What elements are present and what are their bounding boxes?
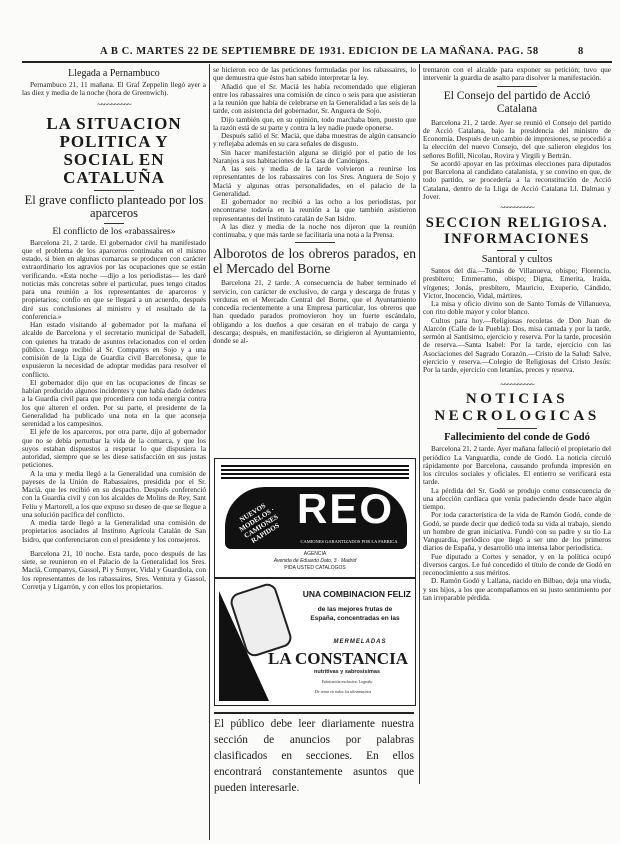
paragraph: Barcelona 21, 2 tarde. El gobernador civil ha manifestado que el problema de los aparceros continuaba en el mismo estado, si bien en algunas comarcas se producen con carácter extraordinario los agravios por las ocupaciones que se están verificando. «Esta noche —dijo a los periodistas— les daré noticias más concretas sobre el particular, pues tengo citados para una reunión a los representantes de aparceros y propietarios; confío en que se llegará a un acuerdo, después diré sus conclusiones al ministro y el resultado de la conferencia.» — [22, 237, 206, 321]
paragraph: trentaron con el alcalde para exponer su petición; tuvo que intervenir la guardia de asalto para disolver la manifestación. — [423, 66, 611, 83]
ad-brand: REO — [297, 485, 395, 532]
paragraph: La pérdida del Sr. Godó se produjo como consecuencia de una afección cardíaca que venía padeciendo desde hace algún tiempo. — [423, 485, 611, 511]
rule — [295, 242, 335, 243]
ad-text: De venta en todos los ultramarinos — [314, 689, 372, 694]
paragraph: A las seis y media de la tarde volvieron a reunirse los representantes de los rabassaires con los Sres. Anguera de Sojo y Maciá y algunas otras personalidades, en el palacio de la Generalidad. — [213, 164, 416, 198]
ad-brand: LA CONSTANCIA — [268, 649, 408, 668]
paragraph: Han estado visitando al gobernador por la mañana el alcalde de Barcelona y el secretario municipal de Sabadell, con quienes ha tratado de asuntos relacionados con el orden público. Luego recibió al Sr. Companys en Sojo y a una comisión de la Liga de Guardia civil Barcelonesa, que le expusieron la necesidad de adoptar medidas para resolver el conflicto. — [22, 320, 206, 379]
rule — [104, 223, 124, 224]
ad-line: PIDA USTED CATALOGOS — [284, 565, 346, 571]
brief-title: Llegada a Pernambuco — [68, 68, 160, 79]
paragraph: Barcelona 21, 10 noche. Esta tarde, poco después de las siete, se reunieron en el Palacio de la Generalidad los Sres. Maciá, Companys, Gassol, Pi y Sunyer, Vidal y Guardiola, con los representantes de los rabassaires, Sres. Ventura y Gassol, Corretja y Ligarrón, y con ellos los propietarios. — [22, 548, 206, 591]
santoral-title: Santoral y cultos — [481, 254, 553, 265]
paragraph: Después salió el Sr. Maciá, que daba muestras de algún cansancio y reflejaba además en su cara señales de disgusto. — [213, 131, 416, 149]
paragraph: Se acordó apoyar en las próximas elecciones para diputados por Barcelona al candidato catalanista, y se convino en que, de todo partido, se procedería a la reconstitución de Acció Catalana, dentro de la Lliga de Acció Catalana Ll. Dalmau y Jover. — [423, 158, 611, 201]
paragraph: Por toda característica de la vida de Ramón Godó, conde de Godó, se puede decir que dedicó toda su vida al trabajo, siendo un hombre de gran iniciativa. Fundó con su padre y su tío La Vanguardia, periódico que llegó a ser uno de los primeros diarios de España, y desarrolló una intensa labor periodística. — [423, 510, 611, 553]
column-2-top — [213, 66, 416, 451]
paragraph: El gobernador dijo que en las ocupaciones de fincas se habían producido algunos incidentes y que había dado órdenes a la Guardia civil para que procediera con toda energía contra los que alteren el orden. Por su parte, el presidente de la Generalidad ha publicado una nota en la que aconseja serenidad a los campesinos. — [22, 377, 206, 428]
ad-text: de las mejores frutas de España, concentradas en las — [310, 606, 400, 622]
column-divider-2 — [419, 64, 420, 784]
paragraph: A media tarde llegó a la Generalidad una comisión de propietarios asociados al Instituto Agrícola Catalán de San Isidro, que conferenciaron con el presidente y los consejeros. — [22, 518, 206, 544]
column-1 — [22, 66, 206, 842]
ad-product: MERMELADAS — [333, 639, 387, 645]
masthead: A B C. MARTES 22 DE SEPTIEMBRE DE 1931. EDICION DE LA MAÑANA. PAG. 58 — [100, 46, 539, 57]
ad-line: AGENCIA — [303, 551, 327, 557]
paragraph: Barcelona 21, 2 tarde. Ayer se reunió el Consejo del partido de Acció Catalana, bajo la presidencia del ministro de Economía. Después de un cambio de impresiones, se procedió a la elección del nuevo Consejo, del que salieron elegidos los señores Bofill, Nicolau, Rovira y Virgili y Bertrán. — [423, 117, 611, 160]
ad-tagline: UNA COMBINACION FELIZ — [302, 589, 411, 599]
paragraph: A las diez y media de la noche nos dijeron que la reunión continuaba, y que más tarde se facilitaría una nota a la Prensa. — [213, 221, 416, 239]
rule — [94, 190, 134, 191]
page-mark: 8 — [578, 46, 584, 57]
rule — [497, 86, 537, 87]
riot-headline: Alborotos de los obreros parados, en el Mercado del Borne — [213, 246, 416, 277]
rule — [214, 712, 414, 714]
ornament-divider: ~~~~~~~~~~ — [500, 203, 534, 212]
subheadline: El grave conflicto planteado por los aparceros — [24, 192, 204, 220]
paragraph: Fue diputado a Cortes y senador, y en la política ocupó diversos cargos. Le fué concedido el título de conde de Godó en reconocimiento a sus méritos. — [423, 551, 611, 577]
paragraph: Barcelona 21, 2 tarde. A consecuencia de haber terminado el servicio, con carácter de exclusivo, de carga y descarga de frutas y verduras en el Mercado Central del Borne, que el Ayuntamiento concedía recientemente a una Empresa particular, los obreros que han quedado parados promovieron hoy un fuerte escándalo, obligando a los dueños a que cesaran en el trabajo de carga y descarga; después, en manifestación, se dirigieron al Ayuntamiento, donde se al- — [213, 278, 416, 345]
paragraph: El gobernador no recibió a las ocho a los periodistas, por encontrarse todavía en la reunión a la que también asistieron representantes del Instituto catalán de San Isidro. — [213, 197, 416, 223]
paragraph: La misa y oficio divino son de Santo Tomás de Villanueva, con rito doble mayor y color blanco. — [423, 299, 611, 317]
paragraph: D. Ramón Godó y Lallana, nacido en Bilbao, deja una viuda, y sus hijos, a los que acompañamos en su justo sentimiento por tan irreparable pérdida. — [423, 576, 611, 602]
section-title: El conflicto de los «rabassaires» — [52, 226, 176, 237]
ad-line: CAMIONES GARANTIZADOS POR LA FABRICA — [300, 539, 398, 544]
la-constancia-advertisement[interactable] — [214, 578, 416, 706]
consejo-headline: El Consejo del partido de Acció Catalana — [443, 89, 591, 115]
column-divider-1 — [209, 64, 210, 840]
rule — [497, 428, 537, 429]
paragraph: Barcelona 21, 2 tarde. Ayer mañana falleció el propietario del periódico La Vanguardia, conde de Godó. La noticia circuló rápidamente por Barcelona, causando profunda impresión en los círculos sociales y oficiales. El entierro se verificará esta tarde. — [423, 444, 611, 487]
obituary-section-title: NOTICIAS NECROLOGICAS — [434, 391, 600, 425]
classified-ads-notice: El público debe leer diariamente nuestra sección de anuncios por palabras clasificados en secciones. En ellos encontrará constantemente asuntos que pueden interesarle. — [214, 718, 414, 794]
paragraph: Cultos para hoy.—Religiosas recoletas de Don Juan de Alarcón (Calle de la Puebla): Dos, misa cantada y por la tarde, sermón al Santísimo, ejercicio y reserva. Por la tarde, procesión de reserva.—Santa Isabel: Por la tarde, ejercicio con las Asociaciones del Sagrado Corazón.—Cristo de la Salud: Salve, ejercicio y reserva.—Colegio de Religiosas del Cristo Jesús: Por la tarde, ejercicio con letanías, preces y reserva. — [423, 315, 611, 374]
paragraph: se hicieron eco de las peticiones formuladas por los rabassaires, lo que demuestra que éstos han sabido interpretar la ley. — [213, 66, 416, 83]
column-3 — [423, 66, 611, 842]
paragraph: Sin hacer manifestación alguna se dirigió por el patio de los Naranjos a sus habitaciones de la Casa de Canónigos. — [213, 147, 416, 165]
main-headline: LA SITUACION POLITICA Y SOCIAL EN CATALUÑA — [46, 113, 182, 187]
ornament-divider: ~~~~~~~~~~ — [97, 99, 131, 109]
ornament-divider: ~~~~~~~~~~ — [500, 380, 534, 390]
ad-text: nutritivas y sabrosísimas — [313, 669, 381, 675]
paragraph: Dijo también que, en su opinión, todo marchaba bien, puesto que la razón está de su parte y contra la ley nadie puede oponerse. — [213, 114, 416, 132]
paragraph: A la una y media llegó a la Generalidad una comisión de payeses de la Unión de Rabassaires, presidida por el Sr. Maciá, que les recibió en su despacho. Después conferenció con la Guardia civil y con los alcaldes de Molins de Rey, Sant Feliu y Martorell, a los que expuso su deseo de que se llegue a una solución pacífica del conflicto. — [22, 468, 206, 519]
reo-truck-advertisement[interactable] — [214, 458, 416, 578]
ad-footer — [215, 551, 415, 572]
ad-line: Avenida de Eduardo Dato, 3 · Madrid — [273, 558, 357, 564]
header-rule — [22, 61, 612, 63]
paragraph: El jefe de los aparceros, por otra parte, dijo al gobernador que no se debía perturbar la vida de la comarca, y que los suyos estaban dispuestos a respetar lo que dispusiera la autoridad, siempre que se les diese satisfacción en sus justas peticiones. — [22, 427, 206, 470]
ad-ribbon: NUEVOS MODELOS · CAMIONES RAPIDOS — [237, 501, 281, 545]
paragraph: Santos del día.—Tomás de Villanueva, obispo; Florencio, presbítero; Emmeramo, obispo; Digna, Emerita, Iraida, vírgenes; Jonás, presbítero, Mauricio, Exuperio, Cándido, Víctor, Inocencio, Vidal, mártires. — [423, 266, 611, 300]
obituary-headline: Fallecimiento del conde de Godó — [444, 432, 590, 444]
religious-section-title: SECCION RELIGIOSA. INFORMACIONES — [425, 215, 609, 247]
ad-text: Fabricación exclusiva: Logroño — [321, 679, 373, 684]
brief-text: Pernambuco 21, 11 mañana. El Graf Zeppelin llegó ayer a las diez y media de la noche (hora de Greenwich). — [22, 80, 206, 98]
ad-stripes — [221, 465, 409, 479]
rule — [497, 250, 537, 251]
paragraph: Añadió que el Sr. Maciá les había recomendado que eligieran entre los rabassaires una comisión de cinco o seis para que asistieran a la reunión que había de celebrarse en la Generalidad a las seis de la tarde, con asistencia del gobernador, Sr. Anguera de Sojo. — [213, 81, 416, 116]
